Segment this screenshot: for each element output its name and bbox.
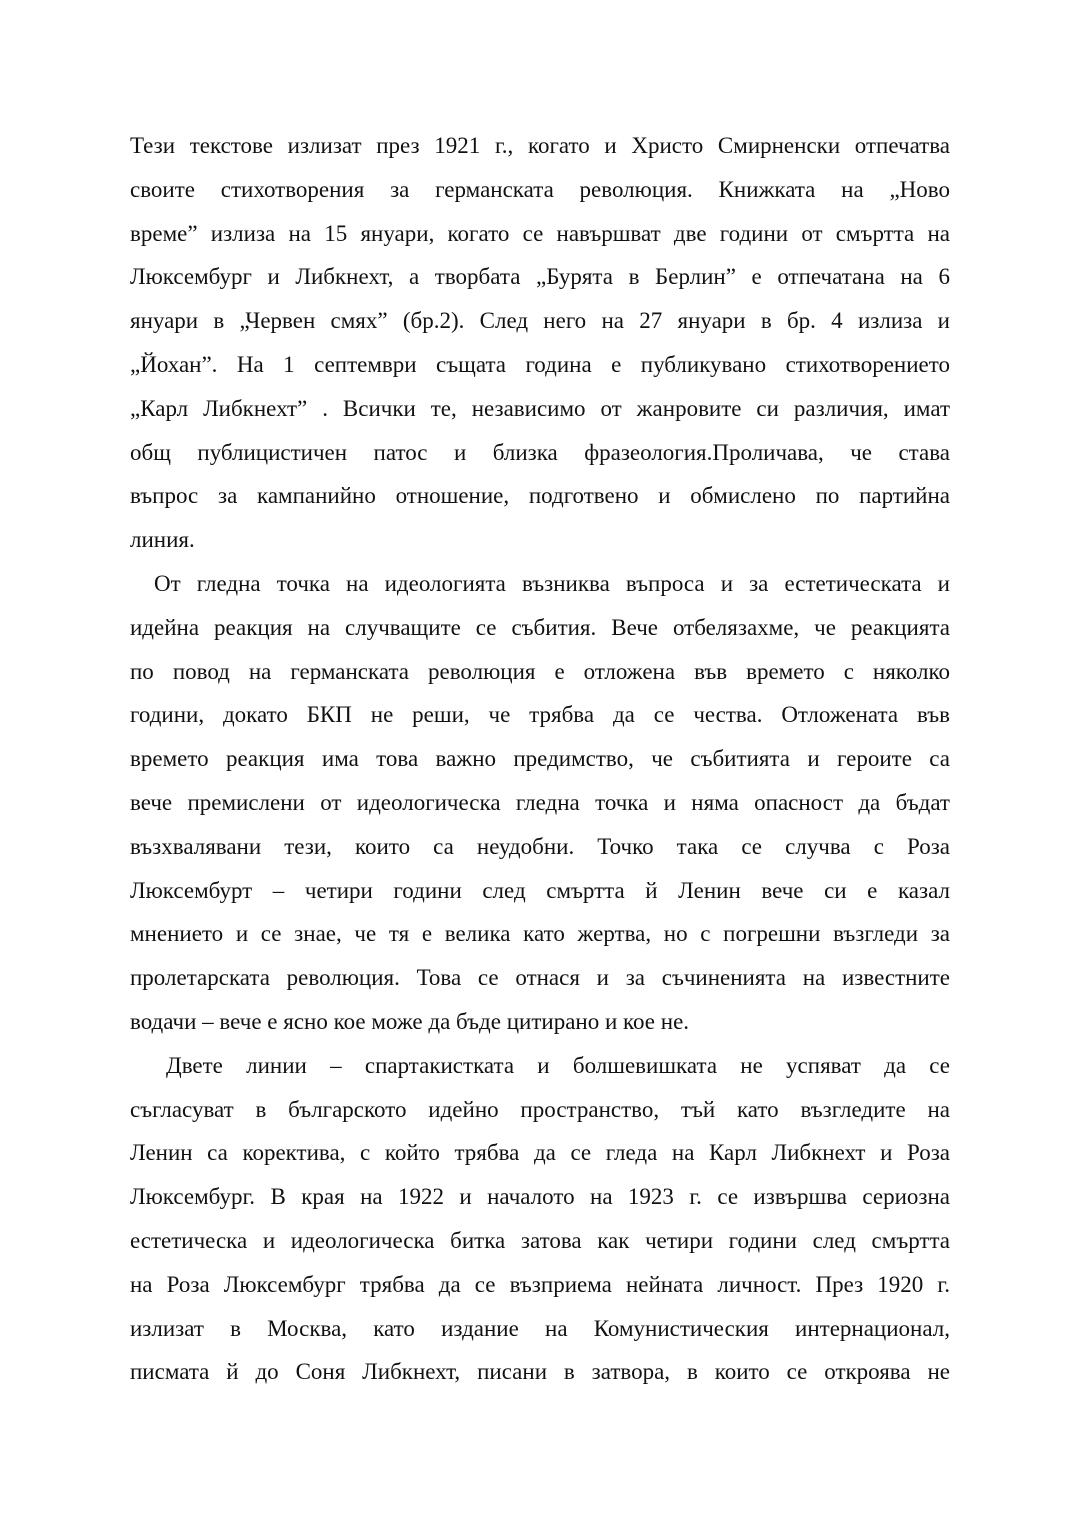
text-line: вече премислени от идеологическа гледна точка и няма опасност да бъдат xyxy=(130,789,950,815)
text-line: „Карл Либкнехт” . Всички те, независимо от жанровите си различия, имат xyxy=(130,395,950,421)
text-line: Ленин са коректива, с който трябва да се гледа на Карл Либкнехт и Роза xyxy=(130,1140,950,1166)
text-line: От гледна точка на идеологията възниква въпроса и за естетическата и xyxy=(154,570,950,596)
text-line: Люксембурт – четири години след смъртта й Ленин вече си е казал xyxy=(130,877,950,903)
text-line: своите стихотворения за германската революция. Книжката на „Ново xyxy=(130,176,950,202)
text-line: време” излиза на 15 януари, когато се навършват две години от смъртта на xyxy=(130,220,950,246)
text-line: възхвалявани тези, които са неудобни. Точко така се случва с Роза xyxy=(130,833,950,859)
text-line: въпрос за кампанийно отношение, подготвено и обмислено по партийна xyxy=(130,483,950,509)
paragraph-3 xyxy=(130,1044,950,1394)
text-line: януари в „Червен смях” (бр.2). След него на 27 януари в бр. 4 излиза и xyxy=(130,308,950,334)
text-line: Люксембург и Либкнехт, а творбата „Бурята в Берлин” е отпечатана на 6 xyxy=(130,264,950,290)
paragraph-1 xyxy=(130,124,950,562)
text-line: „Йохан”. На 1 септември същата година е публикувано стихотворението xyxy=(130,351,950,377)
paragraph-2 xyxy=(130,562,950,1044)
text-line: водачи – вече е ясно кое може да бъде цитирано и кое не. xyxy=(130,1008,690,1034)
text-line: общ публицистичен патос и близка фразеология.Проличава, че става xyxy=(130,439,950,465)
text-line: времето реакция има това важно предимство, че събитията и героите са xyxy=(130,746,950,772)
text-line: линия. xyxy=(130,527,195,553)
text-line: писмата й до Соня Либкнехт, писани в затвора, в които се откроява не xyxy=(130,1359,950,1385)
text-line: идейна реакция на случващите се събития. Вече отбелязахме, че реакцията xyxy=(130,614,950,640)
text-line: излизат в Москва, като издание на Комунистическия интернационал, xyxy=(130,1315,950,1341)
text-line: естетическа и идеологическа битка затова как четири години след смъртта xyxy=(130,1227,950,1253)
text-line: по повод на германската революция е отложена във времето с няколко xyxy=(130,658,950,684)
text-line: Люксембург. В края на 1922 и началото на 1923 г. се извършва сериозна xyxy=(130,1184,950,1210)
text-line: Тези текстове излизат през 1921 г., когато и Христо Смирненски отпечатва xyxy=(130,133,950,158)
text-line: години, докато БКП не реши, че трябва да се чества. Отложената във xyxy=(130,702,950,728)
text-line: Двете линии – спартакистката и болшевишката не успяват да се xyxy=(166,1052,950,1078)
text-line: на Роза Люксембург трябва да се възприема нейната личност. През 1920 г. xyxy=(130,1271,950,1297)
text-line: пролетарската революция. Това се отнася и за съчиненията на известните xyxy=(130,965,950,991)
text-line: съгласуват в българското идейно пространство, тъй като възгледите на xyxy=(130,1096,950,1122)
text-line: мнението и се знае, че тя е велика като жертва, но с погрешни възгледи за xyxy=(130,921,950,947)
body-text xyxy=(130,124,950,1394)
